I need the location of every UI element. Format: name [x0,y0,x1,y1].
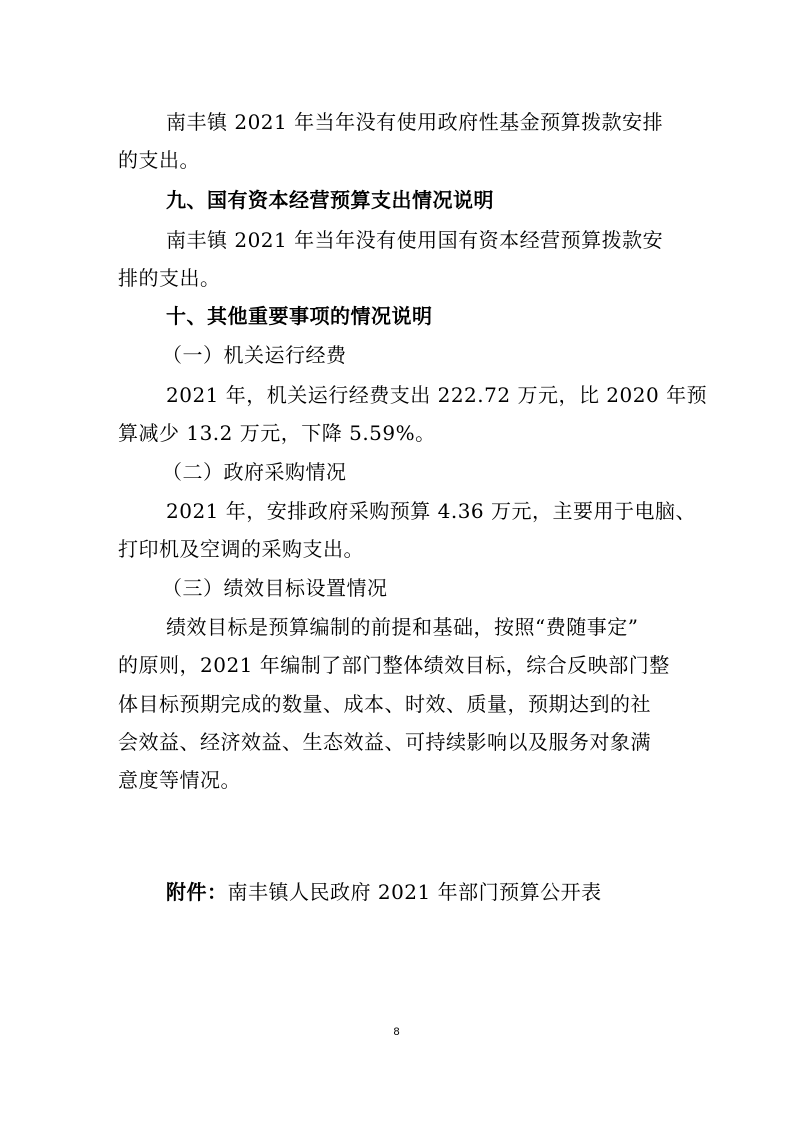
page-number: 8 [393,1026,400,1038]
operating-cost-line1: 2021 年，机关运行经费支出 222.72 万元，比 2020 年预 [166,383,708,407]
attachment-text: 南丰镇人民政府 2021 年部门预算公开表 [227,880,602,904]
performance-line4: 会效益、经济效益、生态效益、可持续影响以及服务对象满 [118,730,651,754]
operating-cost-line2: 算减少 13.2 万元，下降 5.59%。 [118,421,436,445]
subsection-heading-3: （三）绩效目标设置情况 [162,576,388,600]
procurement-line1: 2021 年，安排政府采购预算 4.36 万元，主要用于电脑、 [166,499,697,523]
performance-line2: 的原则，2021 年编制了部门整体绩效目标，综合反映部门整 [118,653,670,677]
gov-fund-paragraph-line1: 南丰镇 2021 年当年没有使用政府性基金预算拨款安排 [166,110,664,134]
performance-line3: 体目标预期完成的数量、成本、时效、质量，预期达到的社 [118,692,651,716]
section-heading-10: 十、其他重要事项的情况说明 [166,304,433,328]
procurement-line2: 打印机及空调的采购支出。 [118,537,364,561]
state-capital-paragraph-line2: 排的支出。 [118,266,221,290]
gov-fund-paragraph-line2: 的支出。 [118,148,200,172]
subsection-heading-1: （一）机关运行经费 [162,343,347,367]
subsection-heading-2: （二）政府采购情况 [162,460,347,484]
attachment-line [166,880,602,904]
performance-line5: 意度等情况。 [118,768,241,792]
state-capital-paragraph-line1: 南丰镇 2021 年当年没有使用国有资本经营预算拨款安 [166,228,664,252]
attachment-label: 附件： [166,880,228,904]
section-heading-9: 九、国有资本经营预算支出情况说明 [166,188,494,212]
performance-line1: 绩效目标是预算编制的前提和基础，按照“费随事定” [166,615,639,639]
